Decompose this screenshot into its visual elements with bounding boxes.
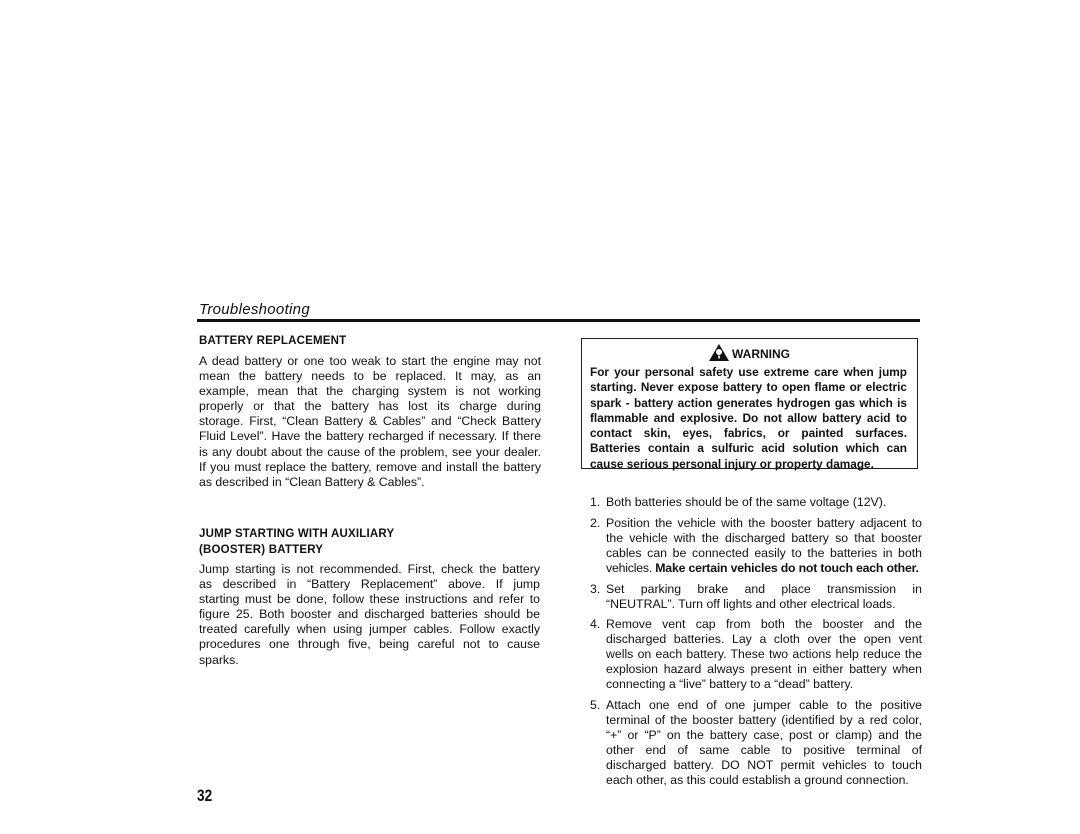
page-number: 32 — [197, 786, 213, 805]
step-item — [590, 582, 922, 612]
heading-line: JUMP STARTING WITH AUXILIARY — [199, 528, 395, 540]
warning-text — [590, 365, 907, 472]
jump-starting-heading — [199, 527, 394, 558]
text-line: “NEUTRAL”. Turn off lights and other electrical loads. — [606, 597, 896, 612]
warning-triangle-icon — [709, 344, 729, 361]
text-line: Fluid Level”. Have the battery recharged if necessary. If there — [199, 429, 541, 444]
step-item — [590, 698, 922, 789]
step-number: 2. — [590, 516, 601, 530]
heading-line: (BOOSTER) BATTERY — [199, 543, 324, 556]
text-line: discharged battery. DO NOT permit vehicles to touch — [606, 758, 922, 773]
text-line: properly or that the battery has lost its charge during — [199, 399, 541, 414]
header-rule — [197, 319, 920, 322]
text-line: spark - battery action generates hydrogen gas which is — [590, 395, 907, 410]
text-line: wells on each battery. These two actions help reduce the — [606, 647, 922, 662]
warning-label: WARNING — [732, 347, 790, 361]
step-number: 1. — [590, 495, 601, 509]
battery-replacement-heading: BATTERY REPLACEMENT — [199, 335, 347, 347]
text-line: Both batteries should be of the same voltage (12V). — [606, 495, 887, 509]
text-line: example, mean that the charging system is not working — [199, 384, 541, 399]
text-line: A dead battery or one too weak to start the engine may not — [199, 354, 541, 368]
text-line: figure 25. Both booster and discharged batteries should be — [199, 607, 540, 622]
text-line: Remove vent cap from both the booster and the — [606, 617, 922, 631]
step-number: 5. — [590, 698, 601, 712]
text-line: contact skin, eyes, fabrics, or painted surfaces. — [590, 426, 907, 441]
text-line: starting must be done, follow these instructions and refer to — [199, 592, 540, 607]
text-line: treated carefully when using jumper cables. Follow exactly — [199, 622, 540, 637]
step-item — [590, 495, 922, 510]
text-line: each other, as this could establish a ground connection. — [606, 773, 909, 788]
text-line: If you must replace the battery, remove and install the battery — [199, 459, 541, 474]
text-line: Attach one end of one jumper cable to the positive — [606, 698, 922, 712]
warning-box — [581, 338, 918, 469]
text-line: connecting a “live” battery to a “dead” battery. — [606, 677, 854, 692]
text-line: as described in “Clean Battery & Cables”. — [199, 474, 425, 489]
battery-replacement-paragraph — [199, 354, 541, 490]
step-number: 3. — [590, 582, 601, 596]
text-line: mean the battery needs to be replaced. It may, as an — [199, 369, 541, 384]
jump-starting-paragraph — [199, 562, 540, 668]
text-line: discharged batteries. Lay a cloth over the open vent — [606, 632, 922, 647]
step-item — [590, 516, 922, 576]
step-text — [606, 698, 922, 789]
text-line: as described in “Battery Replacement” above. If jump — [199, 577, 540, 592]
warning-header — [582, 344, 917, 361]
step-item — [590, 617, 922, 692]
text-line: explosion hazard always present in either battery when — [606, 662, 922, 677]
text-line: terminal of the booster battery (identified by a red color, — [606, 713, 922, 728]
text-line: Jump starting is not recommended. First, check the battery — [199, 562, 540, 576]
text-line: other end of same cable to positive terminal of — [606, 743, 922, 758]
step-text — [606, 617, 922, 692]
text-line: flammable and explosive. Do not allow battery acid to — [590, 410, 907, 425]
text-line: storage. First, “Clean Battery & Cables” and “Check Battery — [199, 414, 541, 429]
step-number: 4. — [590, 617, 601, 631]
text-line: cables can be connected easily to the batteries in both — [606, 546, 922, 561]
text-line: the vehicle with the discharged battery so that booster — [606, 531, 922, 546]
step-text — [606, 516, 922, 576]
text-line: procedures one through five, being careful not to cause — [199, 637, 540, 652]
text-line: vehicles. Make certain vehicles do not touch each other. — [606, 561, 919, 576]
text-line: Batteries contain a sulfuric acid solution which can — [590, 441, 907, 456]
text-line: “+” or “P” on the battery case, post or clamp) and the — [606, 728, 922, 743]
text-line: starting. Never expose battery to open flame or electric — [590, 380, 907, 395]
step-text — [606, 582, 922, 612]
text-line: Set parking brake and place transmission in — [606, 582, 922, 596]
section-title: Troubleshooting — [199, 301, 310, 318]
text-line: For your personal safety use extreme care when jump — [590, 365, 907, 379]
text-line: is any doubt about the cause of the problem, see your dealer. — [199, 444, 541, 459]
text-line: cause serious personal injury or property damage. — [590, 456, 874, 471]
step-text — [606, 495, 922, 510]
text-line: sparks. — [199, 652, 239, 667]
emphasis-text: Make certain vehicles do not touch each other. — [655, 561, 919, 576]
text-line: Position the vehicle with the booster battery adjacent to — [606, 516, 922, 530]
